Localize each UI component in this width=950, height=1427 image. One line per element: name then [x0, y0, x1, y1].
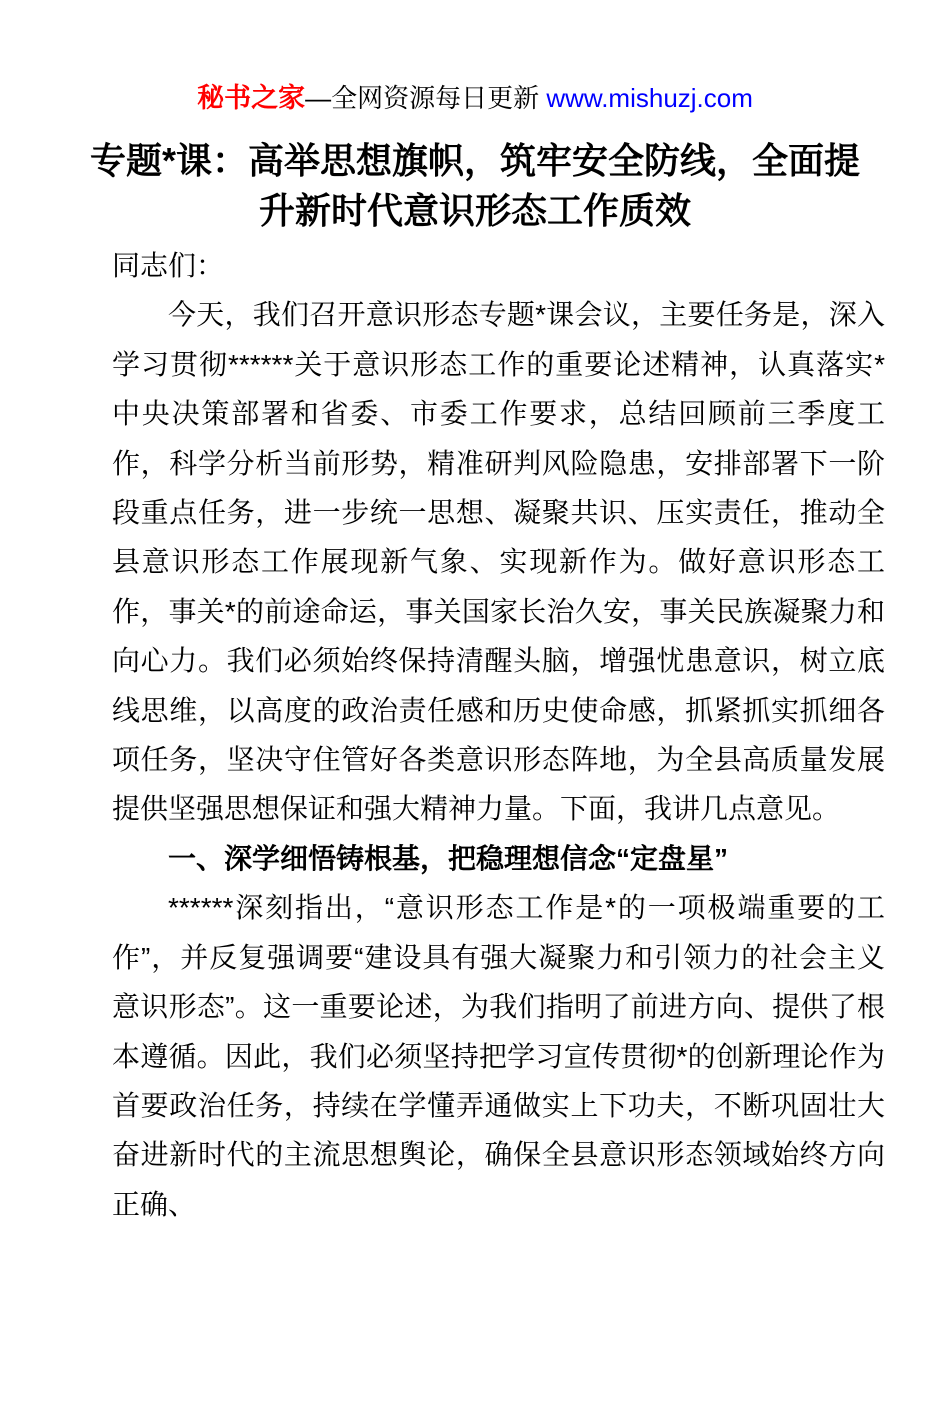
site-brand: 秘书之家 [197, 83, 306, 113]
paragraph-2: ******深刻指出，“意识形态工作是*的一项极端重要的工作”，并反复强调要“建设具有强大凝聚力和引领力的社会主义意识形态”。这一重要论述，为我们指明了前进方向、提供了根本遵循。因此，我们必须坚持把学习宣传贯彻*的创新理论作为首要政治任务，持续在学懂弄通做实上下功夫，不断巩固壮大奋进新时代的主流思想舆论，确保全县意识形态领域始终方向正确、 [112, 892, 885, 1220]
document-body [112, 241, 885, 1229]
salutation: 同志们： [112, 250, 225, 281]
site-url-link[interactable]: www.mishuzj.com [546, 83, 753, 113]
document-page [0, 83, 950, 1427]
section-heading-1: 一、深学细悟铸根基，把稳理想信念“定盘星” [168, 842, 729, 874]
paragraph-1: 今天，我们召开意识形态专题*课会议，主要任务是，深入学习贯彻******关于意识形态工作的重要论述精神，认真落实*中央决策部署和省委、市委工作要求，总结回顾前三季度工作，科学分析当前形势，精准研判风险隐患，安排部署下一阶段重点任务，进一步统一思想、凝聚共识、压实责任，推动全县意识形态工作展现新气象、实现新作为。做好意识形态工作，事关*的前途命运，事关国家长治久安，事关民族凝聚力和向心力。我们必须始终保持清醒头脑，增强忧患意识，树立底线思维，以高度的政治责任感和历史使命感，抓紧抓实抓细各项任务，坚决守住管好各类意识形态阵地，为全县高质量发展提供坚强思想保证和强大精神力量。下面，我讲几点意见。 [112, 299, 885, 825]
site-banner [0, 83, 950, 113]
page-title: 专题*课：高举思想旗帜，筑牢安全防线，全面提升新时代意识形态工作质效 [89, 140, 860, 231]
site-tagline: —全网资源每日更新 [305, 83, 547, 113]
